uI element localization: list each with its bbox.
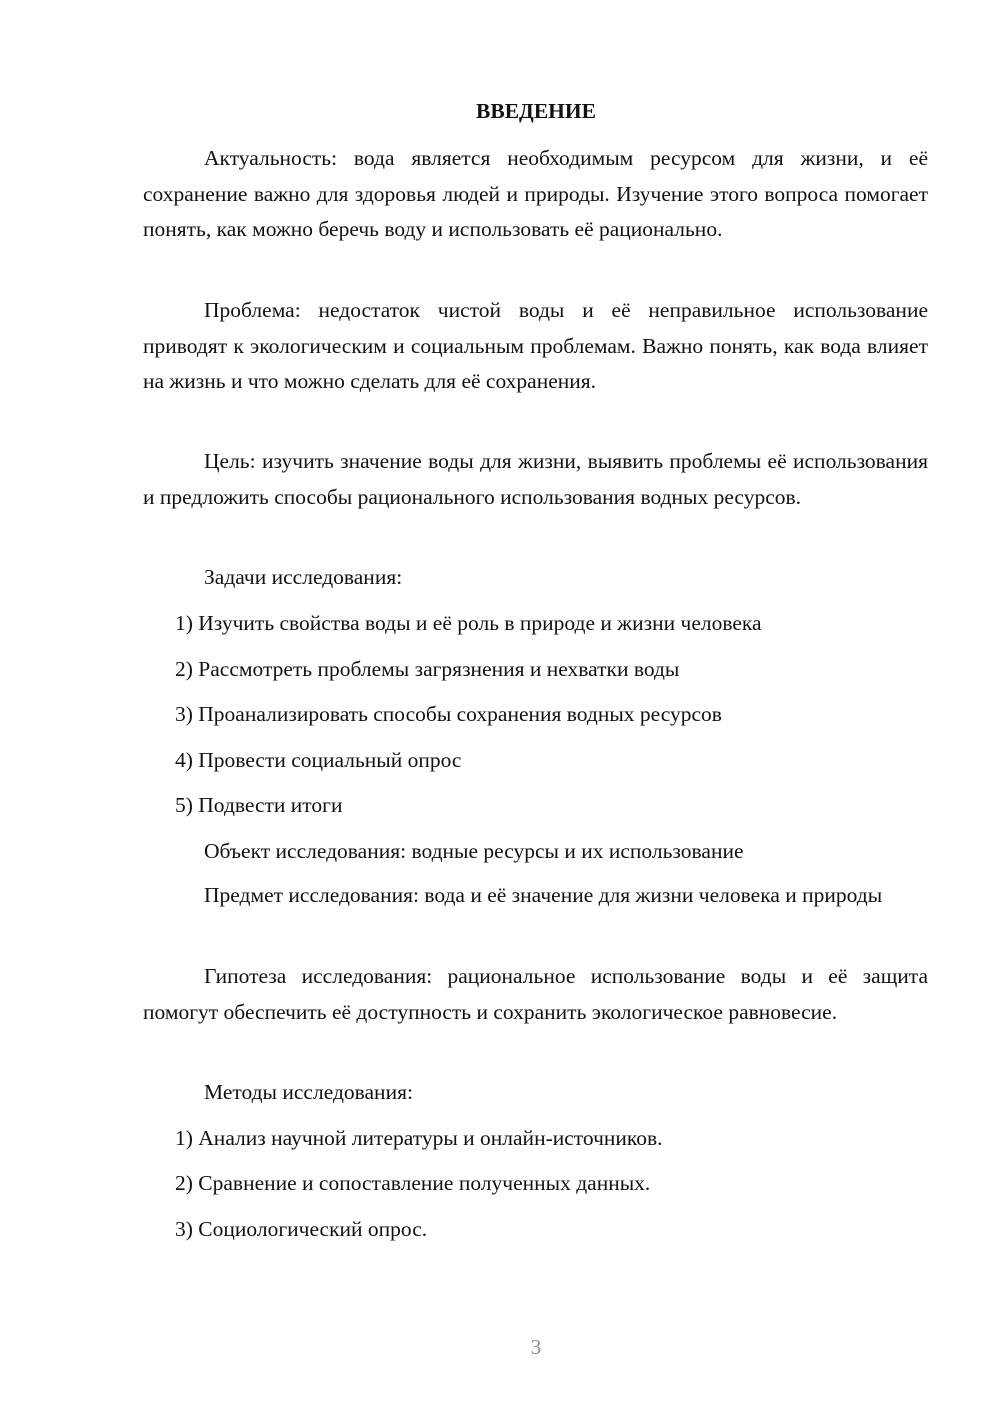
method-item: 2) Сравнение и сопоставление полученных данных. bbox=[175, 1171, 651, 1195]
relevance-paragraph: Актуальность: вода является необходимым ресурсом для жизни, и её сохранение важно для здоровья людей и природы. Изучение этого вопроса помогает понять, как можно беречь воду и использовать её рационально. bbox=[143, 146, 928, 242]
tasks-heading: Задачи исследования: bbox=[204, 565, 403, 589]
hypothesis-paragraph: Гипотеза исследования: рациональное использование воды и её защита помогут обеспечить её доступность и сохранить экологическое равновесие. bbox=[143, 964, 928, 1024]
task-item: 3) Проанализировать способы сохранения водных ресурсов bbox=[175, 702, 722, 726]
task-item: 5) Подвести итоги bbox=[175, 793, 343, 817]
task-item: 2) Рассмотреть проблемы загрязнения и нехватки воды bbox=[175, 657, 680, 681]
goal-paragraph: Цель: изучить значение воды для жизни, выявить проблемы её использования и предложить способы рационального использования водных ресурсов. bbox=[143, 449, 928, 509]
subject-paragraph: Предмет исследования: вода и её значение для жизни человека и природы bbox=[204, 883, 883, 907]
method-item: 1) Анализ научной литературы и онлайн-источников. bbox=[175, 1126, 663, 1150]
page-number: 3 bbox=[530, 1335, 542, 1359]
problem-paragraph: Проблема: недостаток чистой воды и её неправильное использование приводят к экологическим и социальным проблемам. Важно понять, как вода влияет на жизнь и что можно сделать для её сохранения. bbox=[143, 298, 928, 394]
task-item: 1) Изучить свойства воды и её роль в природе и жизни человека bbox=[175, 611, 762, 635]
object-line: Объект исследования: водные ресурсы и их использование bbox=[204, 839, 744, 863]
task-item: 4) Провести социальный опрос bbox=[175, 748, 462, 772]
method-item: 3) Социологический опрос. bbox=[175, 1217, 428, 1241]
methods-heading: Методы исследования: bbox=[204, 1080, 413, 1104]
section-title: ВВЕДЕНИЕ bbox=[476, 99, 596, 123]
